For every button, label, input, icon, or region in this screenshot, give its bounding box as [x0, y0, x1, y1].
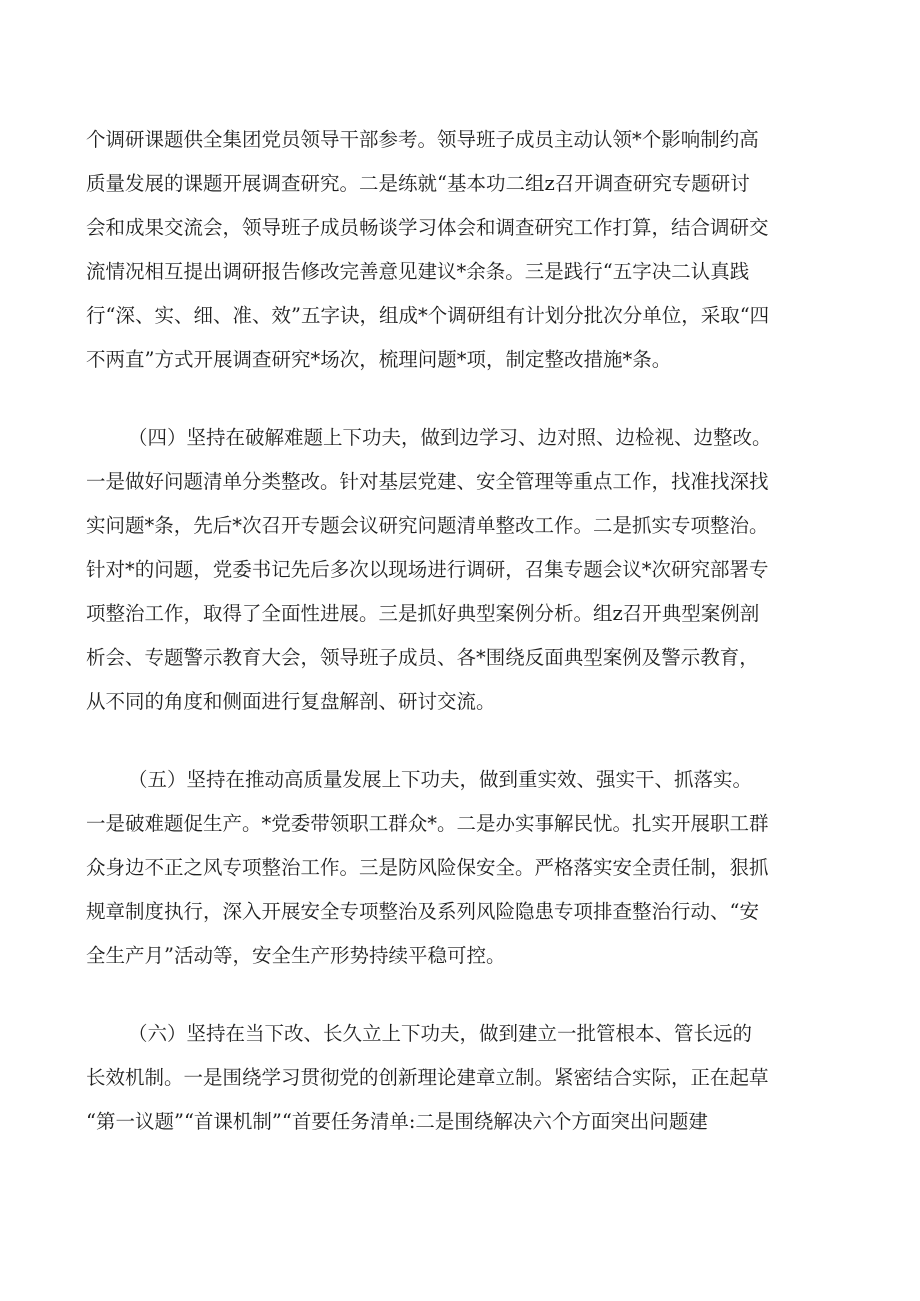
text-line: [0, 418, 920, 458]
text-line-content: “第一议题”“首课机制”“首要任务清单:二是围绕解决六个方面突出问题建: [86, 1110, 708, 1133]
text-line: [0, 506, 920, 546]
text-line-content: （五）坚持在推动高质量发展上下功夫，做到重实效、强实干、抓落实。: [128, 768, 753, 791]
text-line-content: 项整治工作，取得了全面性进展。三是抓好典型案例分析。组z召开典型案例剖: [86, 602, 760, 625]
text-line-content: 长效机制。一是围绕学习贯彻党的创新理论建章立制。紧密结合实际，正在起草: [86, 1066, 769, 1089]
text-line-content: （六）坚持在当下改、长久立上下功夫，做到建立一批管根本、管长远的: [128, 1022, 753, 1045]
text-line: [0, 1102, 920, 1142]
text-line-content: 会和成果交流会，领导班子成员畅谈学习体会和调查研究工作打算，结合调研交: [86, 216, 769, 239]
text-line-content: 全生产月”活动等，安全生产形势持续平稳可控。: [86, 944, 506, 967]
text-line-content: 析会、专题警示教育大会，领导班子成员、各*围绕反面典型案例及警示教育，: [86, 646, 759, 669]
text-line: [0, 340, 920, 380]
text-line-content: 流情况相互提出调研报告修改完善意见建议*余条。三是践行“五字决二认真践: [86, 260, 750, 283]
text-line: [0, 638, 920, 678]
text-line: [0, 120, 920, 160]
text-line: [0, 462, 920, 502]
text-line: [0, 804, 920, 844]
text-line-content: 一是破难题促生产。*党委带领职工群众*。二是办实事解民忧。扎实开展职工群: [86, 812, 769, 835]
text-line: [0, 208, 920, 248]
text-line-content: 行“深、实、细、准、效”五字诀，组成*个调研组有计划分批次分单位，采取“四: [86, 304, 770, 327]
text-line-content: 众身边不正之风专项整治工作。三是防风险保安全。严格落实安全责任制，狠抓: [86, 856, 769, 879]
text-line: [0, 760, 920, 800]
text-line: [0, 296, 920, 336]
text-line: [0, 550, 920, 590]
text-line-content: 实问题*条，先后*次召开专题会议研究问题清单整改工作。二是抓实专项整治。: [86, 514, 769, 537]
text-line: [0, 1014, 920, 1054]
text-line: [0, 1058, 920, 1098]
text-line: [0, 594, 920, 634]
text-line: [0, 164, 920, 204]
text-line-content: 个调研课题供全集团党员领导干部参考。领导班子成员主动认领*个影响制约高: [86, 128, 759, 151]
text-line-content: 一是做好问题清单分类整改。针对基层党建、安全管理等重点工作，找准找深找: [86, 470, 769, 493]
text-line-content: 从不同的角度和侧面进行复盘解剖、研讨交流。: [86, 690, 496, 713]
text-line-content: （四）坚持在破解难题上下功夫，做到边学习、边对照、边检视、边整改。: [128, 426, 772, 449]
text-line: [0, 848, 920, 888]
text-line: [0, 892, 920, 932]
text-line-content: 规章制度执行，深入开展安全专项整治及系列风险隐患专项排查整治行动、“安: [86, 900, 759, 923]
text-line: [0, 682, 920, 722]
text-line: [0, 252, 920, 292]
text-line-content: 针对*的问题，党委书记先后多次以现场进行调研，召集专题会议*次研究部署专: [86, 558, 769, 581]
text-line-content: 不两直”方式开展调查研究*场次，梳理问题*项，制定整改措施*条。: [86, 348, 672, 371]
text-line: [0, 936, 920, 976]
text-line-content: 质量发展的课题开展调查研究。二是练就“基本功二组z召开调查研究专题研讨: [86, 172, 750, 195]
